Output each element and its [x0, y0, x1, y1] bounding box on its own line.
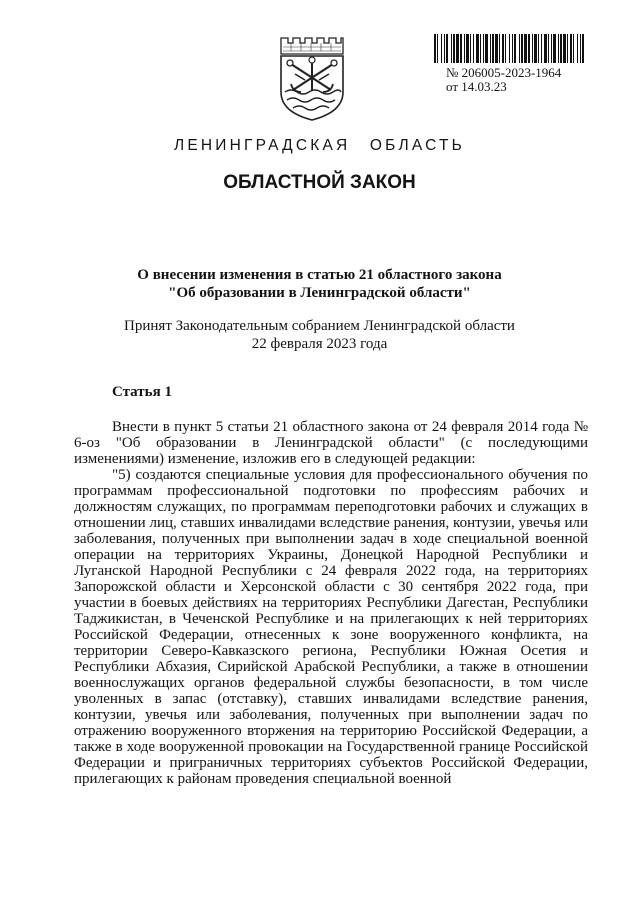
- region-title: ЛЕНИНГРАДСКАЯ ОБЛАСТЬ: [173, 137, 466, 154]
- article-paragraph-2: "5) создаются специальные условия для профессионального обучения по программам профессиональной подготовки по профессиям рабочих и должностям служащих, по программам переподготовки рабочих и служащих в отношении лиц, ставших инвалидами вследствие ранения, контузии, увечья или заболевания, полученных при выполнении задач в ходе специальной военной операции на территориях Украины, Донецкой Народной Республики и Луганской Народной Республики с 24 февраля 2022 года, на территориях Запорожской области и Херсонской области с 30 сентября 2022 года, при участии в боевых действиях на территориях Республики Дагестан, Республики Таджикистан, в Чеченской Республике и на прилегающих к ней территориях Российской Федерации, отнесенных к зоне вооруженного конфликта, на территории Северо-Кавказского региона, Республики Южная Осетия и Республики Абхазия, Сирийской Арабской Республики, а также в отношении военнослужащих органов федеральной службы безопасности, в том числе уволенных в запас (отставку), ставших инвалидами вследствие ранения, контузии, увечья или заболевания, полученных при выполнении задач по отражению вооруженного вторжения на территорию Российской Федерации, а также в ходе вооруженной провокации на Государственной границе Российской Федерации и приграничных территориях субъектов Российской Федерации, прилегающих к районам проведения специальной военной: [74, 467, 588, 787]
- law-title-line-2: "Об образовании в Ленинградской области": [168, 285, 471, 301]
- barcode-icon: [434, 34, 585, 63]
- coat-of-arms-icon: [277, 34, 347, 122]
- adoption-line-1: Принят Законодательным собранием Ленинградской области: [124, 318, 515, 334]
- law-type-heading: ОБЛАСТНОЙ ЗАКОН: [223, 172, 416, 193]
- registration-number: № 206005-2023-1964: [446, 65, 562, 80]
- law-title-line-1: О внесении изменения в статью 21 областного закона: [137, 267, 502, 283]
- registration-date: от 14.03.23: [446, 79, 507, 94]
- article-body: [74, 419, 588, 787]
- article-paragraph-1: Внести в пункт 5 статьи 21 областного закона от 24 февраля 2014 года № 6-оз "Об образовании в Ленинградской области" (с последующими изменениями) изменение, изложив его в следующей редакции:: [74, 419, 588, 467]
- article-heading: Статья 1: [112, 384, 172, 400]
- adoption-note: [0, 317, 639, 353]
- law-title: [0, 266, 639, 302]
- adoption-line-2: 22 февраля 2023 года: [251, 336, 388, 352]
- registration-block: [446, 66, 561, 94]
